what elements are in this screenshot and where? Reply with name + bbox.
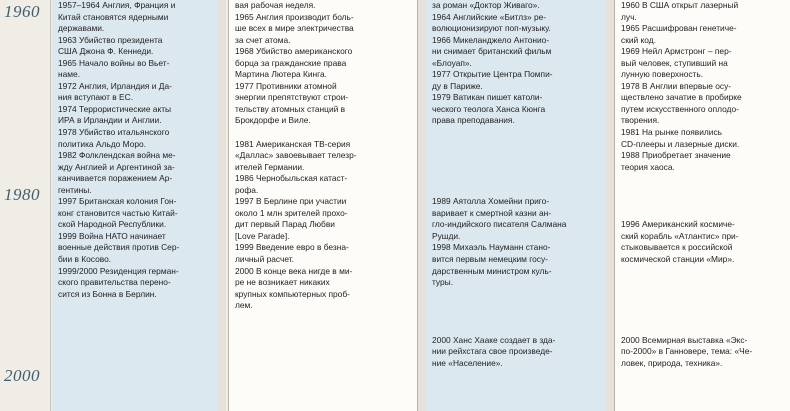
timeline-entry-line: ни снимает британский фильм [432,46,552,57]
column-separator [606,0,614,411]
timeline-entry-line: варивает к смертной казни ан- [432,207,552,218]
timeline-entry-line: 1998 Михаэль Науманн стано- [432,242,551,253]
timeline-entry-line: 1963 Убийство президента [58,34,163,45]
timeline-entry-line [621,312,786,324]
year-label-1960: 1960 [4,2,40,21]
timeline-entry-line: Китай становятся ядерными [58,11,169,22]
timeline-entry-line [432,323,602,335]
timeline-entry-line: по-2000» в Ганновере, тема: «Че- [621,346,753,357]
column-lines [235,0,413,312]
timeline-entry-line: крупных компьютерных проб- [235,288,350,299]
timeline-entry-line: ский корабль «Атлантис» при- [621,230,739,241]
timeline-entry-line: личный расчет. [235,254,294,265]
timeline-entry-line: 1997 В Берлине при участии [235,196,347,207]
timeline-entry-line [432,139,602,151]
timeline-entry-line [235,127,413,139]
timeline-entry-line: гло-индийского писателя Салмана [432,219,567,230]
timeline-entry-line: луч. [621,11,637,22]
timeline-entry-line: военные действия против Сер- [58,242,180,253]
timeline-entry-line [621,185,786,197]
timeline-entry-line: 1977 Открытие Центра Помпи- [432,69,553,80]
timeline-entry-line: вый человек, ступивший на [621,57,728,68]
timeline-entry-line: канчивается поражением Ар- [58,173,173,184]
column-society [228,0,418,411]
timeline-entry-line: ния вступают в ЕС. [58,92,134,103]
timeline-entry-line [432,185,602,197]
timeline-entry-line: «Блоуап». [432,57,472,68]
timeline-entry-line: ителей Германии. [235,161,305,172]
timeline-entry-line: державами. [58,23,105,34]
year-label-1980: 1980 [4,185,40,204]
timeline-entry-line: 1977 Противники атомной [235,80,337,91]
timeline-entry-line: рофа. [235,184,259,195]
timeline-entry-line: лем. [235,300,253,311]
timeline-entry-line: 1996 Американский космиче- [621,219,735,230]
timeline-entry-line: 1965 Расшифрован генетиче- [621,23,737,34]
column-science [614,0,790,411]
timeline-entry-line: CD-плееры и лазерные диски. [621,138,740,149]
timeline-entry-line: ской Народной Республики. [58,219,167,230]
timeline-entry-line: ние «Население». [432,357,503,368]
column-lines [58,0,214,300]
timeline-entry-line: США Джона Ф. Кеннеди. [58,46,154,57]
timeline-entry-line: 1997 Британская колония Гон- [58,196,177,207]
timeline-entry-line: 2000 Всемирная выставка «Экс- [621,334,748,345]
timeline-entry-line: 1969 Нейл Армстронг – пер- [621,46,732,57]
timeline-entry-line: бии в Косово. [58,254,112,265]
timeline-entry-line: ше всех в мире электричества [235,23,354,34]
timeline-entry-line: ду в Париже. [432,80,483,91]
column-politics [52,0,218,411]
timeline-entry-line: «Даллас» завоевывает телезр- [235,150,357,161]
timeline-entry-line: 2000 Ханс Хааке создает в зда- [432,334,556,345]
timeline-entry-line [621,266,786,278]
timeline-entry-line: 1982 Фолклендская война ме- [58,150,176,161]
timeline-entry-line: гентины. [58,184,92,195]
timeline-entry-line: ИРА в Ирландии и Англии. [58,115,162,126]
timeline-entry-line: [Love Parade]. [235,230,290,241]
timeline-entry-line: 1965 Англия производит боль- [235,11,354,22]
column-separator [418,0,426,411]
timeline-entry-line: путем искусственного оплодо- [621,103,739,114]
timeline-entry-line: 2000 В конце века нигде в ми- [235,265,353,276]
timeline-entry-line [432,300,602,312]
year-label-2000: 2000 [4,366,40,385]
timeline-entry-line: 1999 Война НАТО начинает [58,230,166,241]
timeline-entry-line: ский код. [621,34,656,45]
timeline-entry-line: 1978 В Англии впервые осу- [621,80,732,91]
timeline-entry-line: борца за гражданские права [235,57,347,68]
timeline-entry-line: конг становится частью Китай- [58,207,178,218]
timeline-entry-line: права преподавания. [432,115,515,126]
timeline-entry-line: сится из Бонна в Берлин. [58,288,157,299]
timeline-entry-line: волюционизируют поп-музыку. [432,23,551,34]
timeline-entry-line: дарственным министром куль- [432,265,552,276]
timeline-entry-line [432,173,602,185]
timeline-entry-line: вится первым немецким госу- [432,254,548,265]
timeline-entry-line: теория хаоса. [621,161,675,172]
timeline-entry-line: стыковывается к российской [621,242,733,253]
column-lines [432,0,602,370]
timeline-entry-line: 1966 Микеланджело Антонио- [432,34,550,45]
timeline-entry-line: за роман «Доктор Живаго». [432,0,540,10]
timeline-entry-line: космической станции «Мир». [621,254,735,265]
timeline-entry-line [432,162,602,174]
column-separator [218,0,226,411]
timeline-entry-line: ловек, природа, техника». [621,357,723,368]
column-lines [621,0,786,370]
timeline-entry-line [621,289,786,301]
timeline-entry-line: наме. [58,69,81,80]
timeline-entry-line: вая рабочая неделя. [235,0,316,10]
timeline-entry-line: ществлено зачатие в пробирке [621,92,742,103]
timeline-entry-line: Брокдорфе и Виле. [235,115,311,126]
timeline-entry-line: 1960 В США открыт лазерный [621,0,739,10]
timeline-entry-line: жду Англией и Аргентиной за- [58,161,175,172]
timeline-entry-line: нии рейхстага свое произведе- [432,346,553,357]
timeline-entry-line [621,196,786,208]
timeline-entry-line: политика Альдо Моро. [58,138,146,149]
timeline-entry-line: ского правительства перено- [58,277,171,288]
timeline-entry-line: ческого теолога Ханса Кюнга [432,103,546,114]
timeline-entry-line [621,300,786,312]
timeline-entry-line [621,323,786,335]
column-culture [426,0,606,411]
timeline-entry-line: 1972 Англия, Ирландия и Да- [58,80,172,91]
timeline-entry-line: дит первый Парад Любви [235,219,335,230]
timeline-entry-line: 1988 Приобретает значение [621,150,731,161]
timeline-entry-line: 1964 Английские «Битлз» ре- [432,11,547,22]
timeline-entry-line: энергии препятствуют строи- [235,92,349,103]
timeline-entry-line [432,127,602,139]
timeline-entry-line: тельству атомных станций в [235,103,346,114]
timeline-entry-line: 1957–1964 Англия, Франция и [58,0,176,10]
timeline-entry-line: 1968 Убийство американского [235,46,353,57]
timeline-entry-line [432,312,602,324]
timeline-entry-line: Мартина Лютера Кинга. [235,69,327,80]
timeline-entry-line [621,277,786,289]
timeline-entry-line: 1986 Чернобыльская катаст- [235,173,348,184]
timeline-entry-line: Рушди. [432,230,461,241]
timeline-entry-line: 1981 На рынке появились [621,127,723,138]
timeline-entry-line: 1989 Аятолла Хомейни приго- [432,196,550,207]
timeline-entry-line: около 1 млн зрителей прохо- [235,207,348,218]
timeline-entry-line: туры. [432,277,454,288]
timeline-entry-line: за счет атома. [235,34,291,45]
timeline-entry-line [432,289,602,301]
timeline-axis [50,0,51,411]
timeline-entry-line: 1974 Террористические акты [58,103,172,114]
timeline-entry-line: 1981 Американская ТВ-серия [235,138,351,149]
timeline-entry-line: 1978 Убийство итальянского [58,127,170,138]
timeline-entry-line [621,208,786,220]
timeline-entry-line: 1999/2000 Резиденция герман- [58,265,179,276]
timeline-entry-line: лунную поверхность. [621,69,704,80]
timeline-entry-line: ре не возникает никаких [235,277,330,288]
timeline-entry-line [621,173,786,185]
timeline-entry-line: творения. [621,115,660,126]
timeline-entry-line: 1979 Ватикан пишет католи- [432,92,543,103]
timeline-entry-line: 1965 Начало войны во Вьет- [58,57,170,68]
timeline-entry-line [432,150,602,162]
timeline-entry-line: 1999 Введение евро в безна- [235,242,349,253]
